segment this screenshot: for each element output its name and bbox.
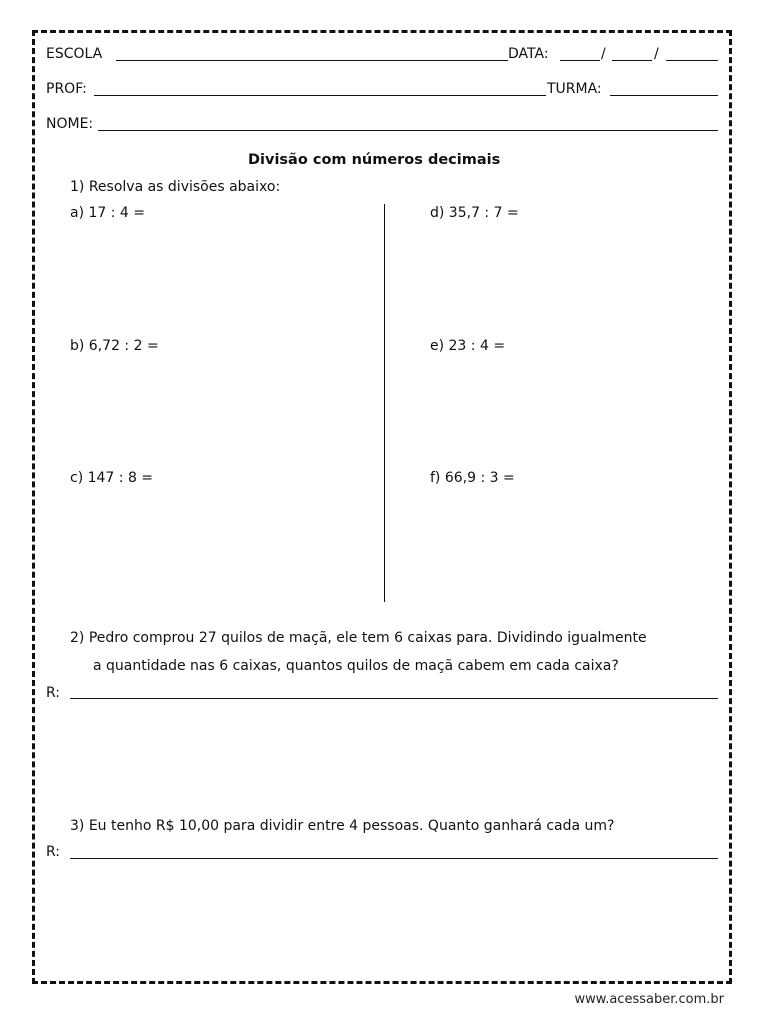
date-separator: / — [654, 46, 659, 62]
date-separator: / — [601, 46, 606, 62]
column-divider — [384, 204, 385, 602]
q1-item-d: d) 35,7 : 7 = — [430, 205, 519, 221]
q1-item-e: e) 23 : 4 = — [430, 338, 506, 354]
q1-item-f: f) 66,9 : 3 = — [430, 470, 515, 486]
q3-answer-label: R: — [46, 844, 61, 860]
q3-text: 3) Eu tenho R$ 10,00 para dividir entre 4 pessoas. Quanto ganhará cada um? — [70, 818, 615, 834]
q2-text-line1: 2) Pedro comprou 27 quilos de maçã, ele tem 6 caixas para. Dividindo igualmente — [70, 630, 647, 646]
turma-field[interactable] — [610, 95, 718, 96]
q2-answer-field[interactable] — [70, 698, 718, 699]
nome-label: NOME: — [46, 116, 94, 132]
q2-text-line2: a quantidade nas 6 caixas, quantos quilos de maçã cabem em cada caixa? — [93, 658, 619, 674]
prof-field[interactable] — [94, 95, 546, 96]
worksheet-border — [32, 30, 732, 984]
data-label: DATA: — [508, 46, 549, 62]
q2-answer-label: R: — [46, 685, 61, 701]
turma-label: TURMA: — [547, 81, 602, 97]
q1-item-c: c) 147 : 8 = — [70, 470, 154, 486]
q1-item-a: a) 17 : 4 = — [70, 205, 146, 221]
date-year-field[interactable] — [666, 60, 718, 61]
footer-url[interactable]: www.acessaber.com.br — [574, 992, 724, 1007]
worksheet-title: Divisão com números decimais — [248, 152, 501, 168]
escola-field[interactable] — [116, 60, 508, 61]
q1-prompt: 1) Resolva as divisões abaixo: — [70, 179, 281, 195]
q3-answer-field[interactable] — [70, 858, 718, 859]
date-day-field[interactable] — [560, 60, 600, 61]
date-month-field[interactable] — [612, 60, 652, 61]
q1-item-b: b) 6,72 : 2 = — [70, 338, 159, 354]
prof-label: PROF: — [46, 81, 87, 97]
escola-label: ESCOLA — [46, 46, 103, 62]
nome-field[interactable] — [98, 130, 718, 131]
